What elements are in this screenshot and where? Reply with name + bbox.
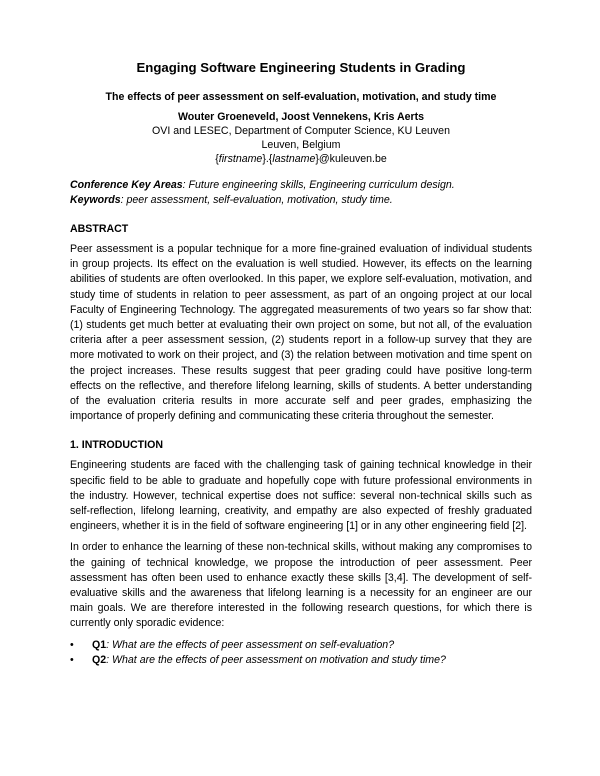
keywords-label: Keywords [70, 194, 121, 206]
research-questions [70, 638, 532, 668]
abstract-heading: ABSTRACT [70, 223, 129, 235]
paper-subtitle: The effects of peer assessment on self-evaluation, motivation, and study time [105, 91, 497, 103]
bullet-icon: • [70, 638, 74, 651]
author-email [70, 152, 532, 166]
research-question-q1 [70, 638, 532, 653]
introduction-paragraph-1: Engineering students are faced with the challenging task of gaining technical knowledge in their specific field to be able to graduate and hopefully cope with future professional environments in the industry. However, technical expertise does not suffice: several non-technical skills such as self-reflection, lifelong learning, creativity, and empathy are also expected of freshly graduated engineers, whether it is in the field of software engineering [1] or in any other engineering field [2]. [70, 459, 532, 533]
question-text: : What are the effects of peer assessment on motivation and study time? [106, 653, 446, 666]
key-areas-value: : Future engineering skills, Engineering curriculum design. [182, 179, 455, 191]
affiliation-line-2: Leuven, Belgium [261, 139, 341, 151]
paper-page [70, 60, 532, 668]
email-brace-sep: }.{ [262, 153, 273, 165]
introduction-heading: 1. INTRODUCTION [70, 439, 163, 452]
keywords-value: : peer assessment, self-evaluation, motivation, study time. [120, 194, 393, 206]
email-lastname: lastname [272, 153, 316, 165]
email-brace-open: { [215, 153, 219, 165]
email-suffix: }@kuleuven.be [315, 153, 387, 165]
keywords [70, 193, 532, 208]
research-question-q2 [70, 653, 532, 668]
paper-title: Engaging Software Engineering Students in Grading [136, 60, 466, 75]
email-firstname: firstname [218, 153, 263, 165]
question-label: Q1 [92, 638, 107, 651]
question-label: Q2 [92, 653, 107, 666]
question-text: : What are the effects of peer assessment on self-evaluation? [106, 638, 395, 651]
bullet-icon: • [70, 653, 74, 666]
conference-key-areas [70, 178, 532, 193]
introduction-paragraph-2: In order to enhance the learning of these non-technical skills, without making any compromises to the gaining of technical knowledge, we propose the introduction of peer assessment. Peer assessment has often been used to enhance exactly these skills [3,4]. The development of self-evaluative skills and the awareness that lifelong learning is a necessity for an engineer are our main goals. We are therefore interested in the following research questions, for which there is currently only sporadic evidence: [70, 541, 532, 630]
affiliation-line-1: OVI and LESEC, Department of Computer Science, KU Leuven [152, 125, 450, 137]
key-areas-label: Conference Key Areas [70, 179, 183, 191]
author-list: Wouter Groeneveld, Joost Vennekens, Kris Aerts [177, 111, 425, 123]
abstract-text: Peer assessment is a popular technique for a more fine-grained evaluation of individual students in group projects. Its effect on the evaluation is well studied. However, its effects on the learning abilities of students are often overlooked. In this paper, we explore self-evaluation, motivation, and study time of students in relation to peer assessment, as part of an ongoing project at our local Faculty of Engineering Technology. The aggregated measurements of two years so far show that: (1) students get much better at evaluating their own project on some, but not all, of the evaluation criteria after a peer assessment session, (2) students report in a follow-up survey that they are more motivated to work on their project, and (3) the relation between motivation and time spent on the project increases. These results suggest that peer grading could have positive long-term effects on the reflective, and therefore lifelong learning, skills of students. A better understanding of the evaluation criteria results in more accurate self and peer grades, emphasizing the importance of properly defining and communicating these criteria throughout the semester. [70, 243, 532, 423]
